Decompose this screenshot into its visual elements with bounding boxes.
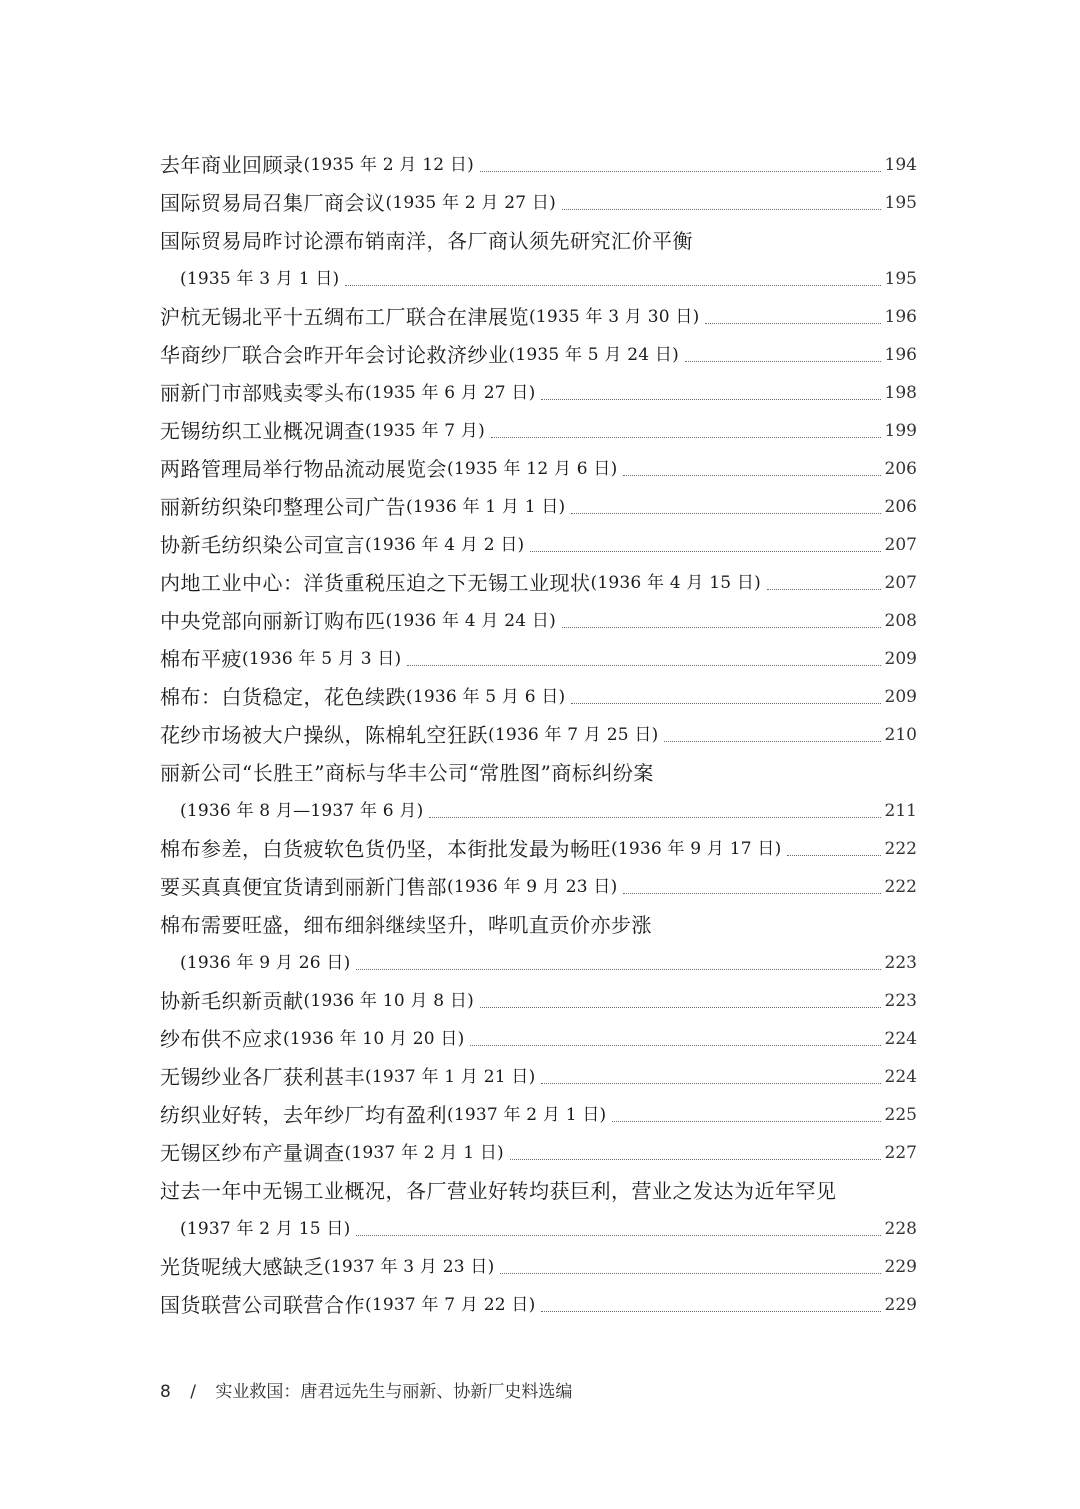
toc-entry-line (160, 1096, 917, 1134)
toc-entry-page-number: 196 (884, 307, 917, 327)
dot-leader (470, 1044, 880, 1046)
toc-entry-date: (1935 年 5 月 24 日) (508, 345, 679, 365)
footer-page-number: 8 (160, 1382, 171, 1402)
toc-entry-page-number: 229 (884, 1295, 917, 1315)
dot-leader (562, 626, 881, 628)
toc-entry-page-number: 207 (884, 573, 917, 593)
toc-entry-title: 棉布：白货稳定，花色续跌 (160, 685, 406, 709)
dot-leader (705, 322, 880, 324)
toc-entry-line (160, 868, 917, 906)
table-of-contents (160, 146, 917, 1324)
toc-entry-page-number: 198 (884, 383, 917, 403)
toc-entry-line (160, 716, 917, 754)
toc-entry-page-number: 222 (884, 839, 917, 859)
toc-entry-date: (1936 年 9 月 23 日) (447, 877, 618, 897)
toc-entry[interactable] (160, 222, 917, 298)
toc-entry-date: (1936 年 7 月 25 日) (488, 725, 659, 745)
toc-entry[interactable] (160, 754, 917, 830)
toc-entry-line (160, 678, 917, 716)
toc-entry-title: 花纱市场被大户操纵，陈棉轧空狂跃 (160, 723, 488, 747)
toc-entry[interactable] (160, 298, 917, 336)
toc-entry-date: (1935 年 12 月 6 日) (447, 459, 618, 479)
toc-entry-page-number: 225 (884, 1105, 917, 1125)
dot-leader (429, 816, 880, 818)
dot-leader (685, 360, 881, 362)
toc-entry-page-number: 206 (884, 497, 917, 517)
dot-leader (407, 664, 880, 666)
toc-entry-title: 丽新门市部贱卖零头布 (160, 381, 365, 405)
toc-entry-title: 国货联营公司联营合作 (160, 1293, 365, 1317)
toc-entry-title: 纺织业好转，去年纱厂均有盈利 (160, 1103, 447, 1127)
toc-entry-page-number: 211 (884, 801, 917, 821)
toc-entry-line (160, 1134, 917, 1172)
toc-entry-date: (1937 年 2 月 1 日) (447, 1105, 607, 1125)
toc-entry-line (160, 298, 917, 336)
toc-entry-title: 协新毛纺织染公司宣言 (160, 533, 365, 557)
toc-entry-date: (1936 年 4 月 24 日) (385, 611, 556, 631)
dot-leader (356, 968, 880, 970)
dot-leader (623, 474, 880, 476)
toc-entry-title: 沪杭无锡北平十五绸布工厂联合在津展览 (160, 305, 529, 329)
toc-entry-title: 协新毛织新贡献 (160, 989, 304, 1013)
toc-entry-line (160, 1020, 917, 1058)
toc-entry[interactable] (160, 1134, 917, 1172)
toc-entry-page-number: 194 (884, 155, 917, 175)
toc-entry[interactable] (160, 564, 917, 602)
toc-entry-line (160, 830, 917, 868)
toc-entry[interactable] (160, 412, 917, 450)
toc-entry-date: (1937 年 2 月 1 日) (344, 1143, 504, 1163)
toc-entry-date: (1935 年 6 月 27 日) (365, 383, 536, 403)
toc-entry-line (160, 944, 917, 982)
toc-entry[interactable] (160, 1172, 917, 1248)
toc-entry-page-number: 227 (884, 1143, 917, 1163)
toc-entry-title: 棉布参差，白货疲软色货仍坚，本街批发最为畅旺 (160, 837, 611, 861)
toc-entry-title: 华商纱厂联合会昨开年会讨论救济纱业 (160, 343, 509, 367)
toc-entry-page-number: 229 (884, 1257, 917, 1277)
dot-leader (530, 550, 880, 552)
toc-entry-line (160, 1210, 917, 1248)
toc-entry-date: (1936 年 8 月—1937 年 6 月) (180, 801, 424, 821)
toc-entry-date: (1936 年 10 月 20 日) (283, 1029, 465, 1049)
toc-entry-date: (1936 年 9 月 17 日) (611, 839, 782, 859)
dot-leader (571, 512, 880, 514)
dot-leader (480, 1006, 881, 1008)
toc-entry[interactable] (160, 374, 917, 412)
toc-entry-title: 要买真真便宜货请到丽新门售部 (160, 875, 447, 899)
toc-entry-date: (1935 年 2 月 12 日) (303, 155, 474, 175)
toc-entry-date: (1935 年 2 月 27 日) (385, 193, 556, 213)
toc-entry-date: (1937 年 7 月 22 日) (365, 1295, 536, 1315)
dot-leader (510, 1158, 881, 1160)
toc-entry[interactable] (160, 1096, 917, 1134)
toc-entry-line (160, 640, 917, 678)
dot-leader (541, 398, 880, 400)
toc-entry[interactable] (160, 1286, 917, 1324)
toc-entry-line (160, 982, 917, 1020)
toc-entry[interactable] (160, 906, 917, 982)
toc-entry-title: 光货呢绒大感缺乏 (160, 1255, 324, 1279)
toc-entry-page-number: 222 (884, 877, 917, 897)
toc-entry[interactable] (160, 1058, 917, 1096)
dot-leader (571, 702, 880, 704)
toc-entry-line (160, 260, 917, 298)
toc-entry-line (160, 184, 917, 222)
toc-entry-page-number: 223 (884, 991, 917, 1011)
toc-entry[interactable] (160, 184, 917, 222)
toc-entry-date: (1936 年 4 月 2 日) (365, 535, 525, 555)
toc-entry-title: 国际贸易局召集厂商会议 (160, 191, 386, 215)
toc-entry-title: 两路管理局举行物品流动展览会 (160, 457, 447, 481)
toc-entry-title: 纱布供不应求 (160, 1027, 283, 1051)
toc-entry-title: 无锡纺织工业概况调查 (160, 419, 365, 443)
toc-entry-page-number: 209 (884, 649, 917, 669)
toc-entry-title: 无锡纱业各厂获利甚丰 (160, 1065, 365, 1089)
toc-entry[interactable] (160, 982, 917, 1020)
toc-entry[interactable] (160, 146, 917, 184)
toc-entry-date: (1935 年 3 月 30 日) (529, 307, 700, 327)
toc-entry-page-number: 209 (884, 687, 917, 707)
toc-entry[interactable] (160, 526, 917, 564)
toc-entry-date: (1936 年 5 月 6 日) (406, 687, 566, 707)
toc-entry-page-number: 207 (884, 535, 917, 555)
toc-entry-title: 丽新纺织染印整理公司广告 (160, 495, 406, 519)
toc-entry-date: (1936 年 10 月 8 日) (303, 991, 474, 1011)
toc-entry-page-number: 228 (884, 1219, 917, 1239)
toc-entry-line (160, 374, 917, 412)
toc-entry-title: 过去一年中无锡工业概况，各厂营业好转均获巨利，营业之发达为近年罕见 (160, 1179, 837, 1203)
toc-entry-page-number: 224 (884, 1029, 917, 1049)
toc-entry-line (160, 336, 917, 374)
dot-leader (612, 1120, 880, 1122)
toc-entry-line (160, 1058, 917, 1096)
toc-entry-date: (1937 年 2 月 15 日) (180, 1219, 351, 1239)
dot-leader (491, 436, 881, 438)
toc-entry-line (160, 1248, 917, 1286)
toc-entry-line (160, 792, 917, 830)
toc-entry[interactable] (160, 488, 917, 526)
dot-leader (787, 854, 880, 856)
toc-entry-line (160, 146, 917, 184)
toc-entry[interactable] (160, 1020, 917, 1058)
toc-entry-date: (1936 年 9 月 26 日) (180, 953, 351, 973)
toc-entry-date: (1937 年 1 月 21 日) (365, 1067, 536, 1087)
toc-entry-line (160, 450, 917, 488)
toc-entry-title: 内地工业中心：洋货重税压迫之下无锡工业现状 (160, 571, 591, 595)
toc-entry-title: 国际贸易局昨讨论漂布销南洋，各厂商认须先研究汇价平衡 (160, 229, 693, 253)
dot-leader (356, 1234, 880, 1236)
toc-entry-page-number: 208 (884, 611, 917, 631)
page-footer (160, 1377, 572, 1401)
toc-entry-date: (1937 年 3 月 23 日) (324, 1257, 495, 1277)
dot-leader (664, 740, 880, 742)
toc-entry-title: 棉布需要旺盛，细布细斜继续坚升，哔叽直贡价亦步涨 (160, 913, 652, 937)
toc-entry-date: (1936 年 4 月 15 日) (590, 573, 761, 593)
dot-leader (541, 1310, 880, 1312)
toc-entry[interactable] (160, 868, 917, 906)
toc-entry-page-number: 196 (884, 345, 917, 365)
toc-entry[interactable] (160, 602, 917, 640)
toc-entry[interactable] (160, 716, 917, 754)
toc-entry[interactable] (160, 336, 917, 374)
footer-separator: / (190, 1382, 196, 1402)
toc-entry-line (160, 602, 917, 640)
dot-leader (623, 892, 880, 894)
toc-entry-page-number: 210 (884, 725, 917, 745)
toc-entry-page-number: 195 (884, 193, 917, 213)
toc-entry[interactable] (160, 450, 917, 488)
toc-entry-date: (1936 年 5 月 3 日) (242, 649, 402, 669)
toc-entry-date: (1936 年 1 月 1 日) (406, 497, 566, 517)
dot-leader (562, 208, 881, 210)
dot-leader (480, 170, 881, 172)
toc-entry-page-number: 195 (884, 269, 917, 289)
toc-entry-title: 丽新公司“长胜王”商标与华丰公司“常胜图”商标纠纷案 (160, 761, 654, 785)
toc-entry-date: (1935 年 3 月 1 日) (180, 269, 340, 289)
dot-leader (345, 284, 880, 286)
toc-entry-title: 中央党部向丽新订购布匹 (160, 609, 386, 633)
toc-entry[interactable] (160, 1248, 917, 1286)
toc-entry-line (160, 526, 917, 564)
dot-leader (767, 588, 881, 590)
toc-entry-date: (1935 年 7 月) (365, 421, 485, 441)
dot-leader (500, 1272, 880, 1274)
toc-entry-title: 去年商业回顾录 (160, 153, 304, 177)
toc-entry-line (160, 412, 917, 450)
toc-entry[interactable] (160, 640, 917, 678)
toc-entry-page-number: 224 (884, 1067, 917, 1087)
dot-leader (541, 1082, 880, 1084)
toc-entry-page-number: 199 (884, 421, 917, 441)
toc-entry-title: 无锡区纱布产量调查 (160, 1141, 345, 1165)
toc-entry-page-number: 206 (884, 459, 917, 479)
toc-entry-line (160, 1286, 917, 1324)
footer-book-title: 实业救国：唐君远先生与丽新、协新厂史料选编 (215, 1382, 573, 1402)
toc-entry-line (160, 564, 917, 602)
toc-entry[interactable] (160, 678, 917, 716)
toc-entry-page-number: 223 (884, 953, 917, 973)
toc-entry[interactable] (160, 830, 917, 868)
toc-entry-line (160, 488, 917, 526)
toc-entry-title: 棉布平疲 (160, 647, 242, 671)
